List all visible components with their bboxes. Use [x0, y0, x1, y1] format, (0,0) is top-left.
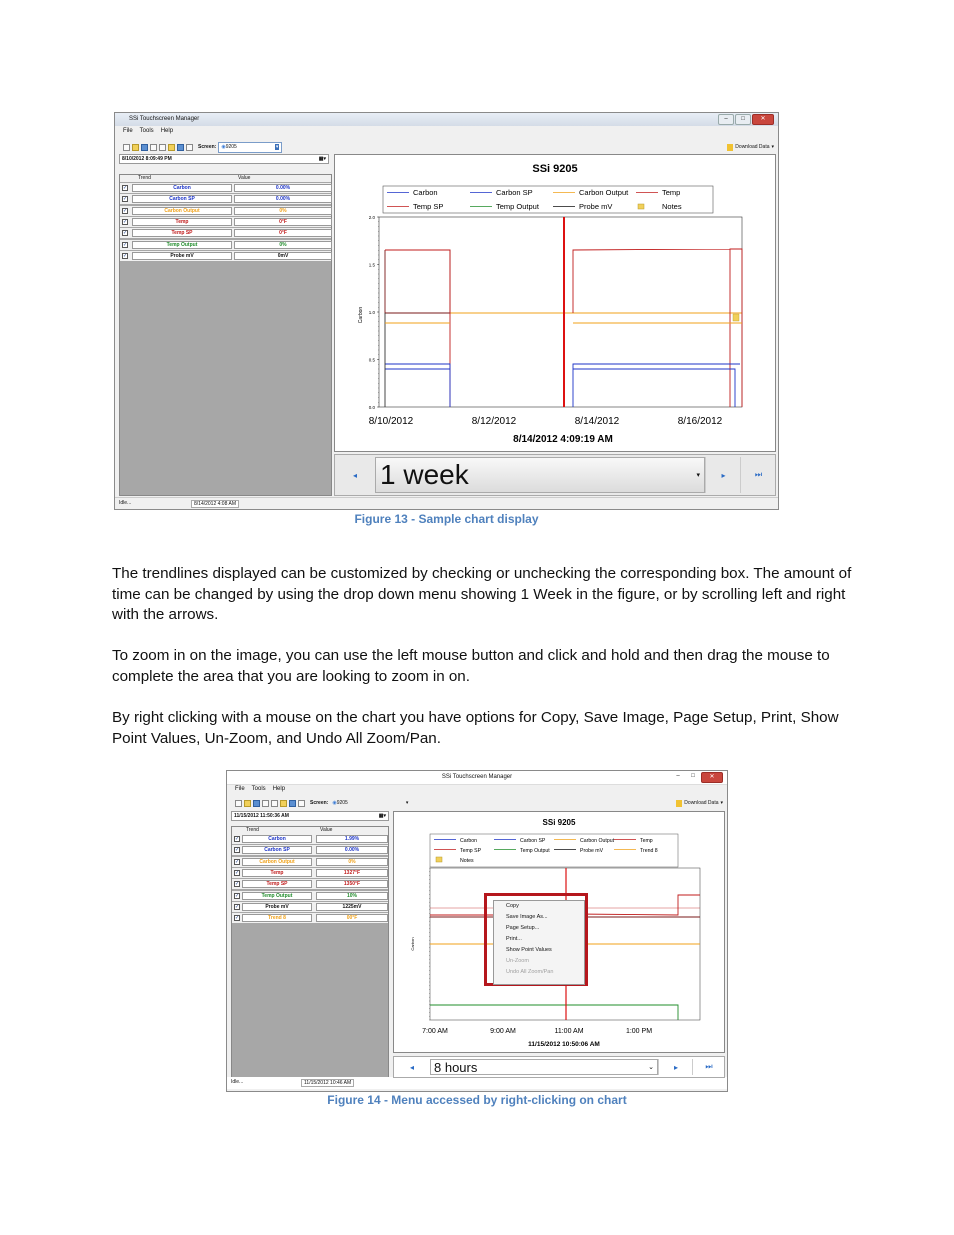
menu-help[interactable]: Help [272, 786, 286, 792]
trend-name: Carbon Output [132, 207, 232, 215]
paragraph-1 [112, 564, 852, 626]
y-tick-label: 1.0 [368, 310, 375, 315]
screen-label: Screen: [198, 144, 217, 150]
trend-checkbox[interactable]: ✓ [235, 836, 240, 842]
trend-checkbox[interactable]: ✓ [123, 241, 128, 248]
chevron-down-icon: ▾ [696, 472, 700, 479]
para2-text: To zoom in on the image, you can use the left mouse button and click and hold and then drag the mouse to complete the area that you are looking to zoom in on. [112, 647, 830, 685]
trend-value: 1225mV [316, 903, 388, 911]
trend-value: 1.99% [316, 835, 388, 843]
toolbar [123, 142, 282, 152]
context-menu-item-un-zoom: Un-Zoom [506, 958, 529, 964]
para1-text-b: in the figure, or by scrolling left and right with the arrows. [112, 585, 846, 623]
screen-label: Screen: [310, 800, 329, 806]
paragraph-3 [112, 708, 852, 749]
menu-help[interactable]: Help [160, 128, 174, 134]
y-tick-label: 1.5 [368, 262, 375, 268]
legend-label: Temp SP [460, 848, 482, 854]
menu-bar [123, 128, 173, 134]
context-menu-item-save-image-as[interactable]: Save Image As... [506, 914, 548, 920]
title-bar [115, 113, 778, 126]
chart-title: SSi 9205 [532, 163, 578, 175]
database-icon [676, 800, 682, 807]
figure-14-window [226, 770, 728, 1092]
trend-value: 10% [316, 892, 388, 900]
trend-row [120, 251, 331, 261]
edit-icon[interactable] [159, 144, 166, 151]
menu-file[interactable]: File [123, 128, 133, 134]
trend-name: Temp Output [242, 892, 312, 900]
legend-label: Carbon SP [520, 838, 546, 844]
trend-name: Probe mV [132, 252, 232, 260]
x-tick-label: 8/16/2012 [677, 416, 723, 427]
status-bar [227, 1077, 727, 1089]
trend-row [232, 868, 388, 878]
save-icon[interactable] [141, 144, 148, 151]
legend-label: Carbon Output [579, 188, 629, 197]
trend-row [232, 902, 388, 912]
y-tick-label: 0.0 [368, 405, 375, 410]
trend-value: 0.00% [316, 846, 388, 854]
trend-checkbox[interactable]: ✓ [123, 252, 128, 259]
trend-checkbox[interactable]: ✓ [235, 892, 240, 899]
trend-value: 0.00% [234, 184, 332, 192]
trend-panel [231, 826, 389, 1078]
chevron-down-icon: ▾ [771, 144, 774, 150]
legend-label: Notes [662, 202, 682, 211]
y-tick-label: 0.5 [368, 357, 375, 363]
trend-name: Carbon [242, 835, 312, 843]
window-title: SSi Touchscreen Manager [441, 774, 513, 780]
download-data-button[interactable] [676, 798, 723, 808]
trend-value: 0% [316, 858, 388, 866]
trend-name: Temp [242, 869, 312, 877]
folder-icon[interactable] [280, 800, 287, 807]
trend-value: 00°F [316, 914, 388, 922]
x-tick-label: 8/10/2012 [368, 416, 414, 427]
minimize-icon[interactable]: – [718, 114, 734, 125]
trend-checkbox[interactable]: ✓ [235, 869, 240, 876]
scroll-right-button[interactable]: ▸ [705, 457, 741, 493]
figure-13-window [114, 112, 779, 510]
time-range-value: 1 week [380, 459, 469, 490]
chevron-down-icon: ▾ [405, 800, 409, 806]
trend-name: Carbon SP [132, 195, 232, 203]
legend-label: Trend 8 [640, 848, 658, 854]
trend-row [232, 913, 388, 923]
trend-checkbox[interactable]: ✓ [123, 196, 128, 203]
legend-label: Notes [460, 858, 474, 864]
notes-icon [436, 857, 442, 862]
maximize-icon[interactable]: □ [691, 773, 695, 779]
y-tick-label: 2.0 [368, 215, 375, 220]
context-menu-item-copy[interactable]: Copy [506, 903, 519, 909]
menu-tools[interactable]: Tools [251, 786, 266, 792]
status-bar [115, 497, 778, 510]
trend-checkbox[interactable]: ✓ [235, 847, 240, 854]
legend-label: Temp [662, 188, 681, 197]
legend-label: Probe mV [579, 202, 613, 211]
folder-icon[interactable] [168, 144, 175, 151]
trend-checkbox[interactable]: ✓ [123, 218, 128, 225]
print-icon[interactable] [150, 144, 157, 151]
legend-label: Temp Output [520, 848, 550, 854]
screen-select[interactable] [330, 799, 410, 808]
trend-checkbox[interactable]: ✓ [235, 858, 240, 865]
open-icon[interactable] [244, 800, 251, 807]
paragraph-2 [112, 646, 852, 687]
legend-label: Carbon [413, 188, 438, 197]
trend-value: 0°F [234, 218, 332, 226]
download-data-button[interactable] [727, 142, 774, 152]
trend-row [232, 834, 388, 844]
trend-value: 0°F [234, 229, 332, 237]
calendar-icon: ▦▾ [378, 813, 386, 819]
trend-value: 1350°F [316, 880, 388, 888]
trend-name: Temp SP [242, 880, 312, 888]
para1-text-a: The trendlines displayed can be customized by checking or unchecking the corresponding box. The amount of time can be changed by using the drop down menu showing [112, 565, 852, 603]
notes-icon [638, 204, 644, 209]
trend-row [120, 240, 331, 250]
para3-text: By right clicking with a mouse on the chart you have options for Copy, Save Image, Page Setup, Print, Show Point Values, Un-Zoom, and Undo All Zoom/Pan. [112, 709, 839, 747]
date-value: 8/10/2012 8:09:49 PM [122, 156, 172, 162]
trend-name: Temp SP [132, 229, 232, 237]
trend-checkbox[interactable]: ✓ [235, 915, 240, 922]
date-field[interactable] [119, 154, 329, 164]
cursor-timestamp: 8/14/2012 4:09:19 AM [513, 434, 613, 445]
scroll-end-button[interactable]: ⏭ [740, 457, 776, 493]
report-icon[interactable] [186, 144, 193, 151]
y-axis-label: Carbon [410, 937, 415, 951]
trend-value: 1327°F [316, 869, 388, 877]
chevron-down-icon: ▾ [720, 800, 723, 806]
trend-row [232, 857, 388, 867]
window-title: SSi Touchscreen Manager [129, 116, 200, 122]
trend-row [120, 217, 331, 227]
col-trend: Trend [138, 175, 151, 181]
screen-select[interactable] [218, 142, 282, 153]
status-timestamp: 11/15/2012 10:46 AM [301, 1079, 354, 1087]
status-text: Idle... [231, 1079, 244, 1085]
time-range-bar [393, 1056, 725, 1078]
trend-panel [119, 174, 332, 496]
trend-row [232, 845, 388, 855]
print-icon[interactable] [262, 800, 269, 807]
scroll-left-button[interactable]: ◂ [352, 470, 357, 480]
legend-label: Carbon [460, 838, 478, 844]
context-menu-item-page-setup[interactable]: Page Setup... [506, 925, 540, 931]
context-menu-item-undo-all-zoom-pan: Undo All Zoom/Pan [506, 969, 554, 975]
edit-icon[interactable] [271, 800, 278, 807]
toolbar [235, 798, 410, 808]
globe-icon: ◉ [332, 800, 337, 806]
legend-label: Carbon SP [496, 188, 533, 197]
legend-label: Temp SP [413, 202, 444, 211]
new-icon[interactable] [123, 144, 130, 151]
x-tick-label: 1:00 PM [625, 1028, 653, 1035]
chevron-down-icon: ⌄ [648, 1064, 654, 1071]
x-tick-label: 7:00 AM [422, 1028, 448, 1035]
legend-label: Probe mV [580, 848, 604, 854]
download-label: Download Data [684, 800, 719, 806]
date-value: 11/15/2012 11:50:36 AM [234, 813, 289, 819]
trend-row [120, 194, 331, 204]
chart-svg[interactable] [335, 155, 775, 451]
trend-name: Probe mV [242, 903, 312, 911]
trend-value: 0mV [234, 252, 332, 260]
legend-label: Carbon Output [580, 838, 615, 844]
figure-14-caption: Figure 14 - Menu accessed by right-clicking on chart [327, 1093, 627, 1107]
screen-value: 9205 [225, 144, 237, 150]
para1-emphasis: 1 Week [520, 585, 572, 603]
download-label: Download Data [735, 144, 770, 150]
new-icon[interactable] [235, 800, 242, 807]
trend-value: 0% [234, 207, 332, 215]
cursor-timestamp: 11/15/2012 10:50:06 AM [528, 1041, 600, 1048]
status-timestamp: 8/14/2012 4:08 AM [191, 500, 239, 508]
trend-checkbox[interactable]: ✓ [123, 230, 128, 237]
time-range-value: 8 hours [434, 1059, 478, 1075]
col-value: Value [238, 175, 251, 181]
status-text: Idle... [119, 500, 132, 506]
trend-name: Carbon Output [242, 858, 312, 866]
trend-name: Temp Output [132, 241, 232, 249]
trend-name: Carbon SP [242, 846, 312, 854]
chevron-down-icon: ▾ [275, 144, 279, 150]
grid-icon[interactable] [289, 800, 296, 807]
x-tick-label: 8/14/2012 [574, 416, 620, 427]
globe-icon: ◉ [221, 144, 226, 150]
menu-file[interactable]: File [235, 786, 245, 792]
time-range-bar [334, 454, 776, 496]
trend-checkbox[interactable]: ✓ [235, 903, 240, 910]
note-marker [733, 314, 739, 321]
context-menu-item-print[interactable]: Print... [506, 936, 522, 942]
trend-value: 0.00% [234, 195, 332, 203]
close-icon[interactable]: ✕ [752, 114, 774, 125]
figure-13-caption: Figure 13 - Sample chart display [354, 512, 539, 526]
legend-label: Temp Output [496, 202, 539, 211]
database-icon [727, 144, 733, 151]
col-value: Value [320, 827, 333, 833]
trend-name: Carbon [132, 184, 232, 192]
report-icon[interactable] [298, 800, 305, 807]
trend-row [120, 228, 331, 238]
trend-name: Temp [132, 218, 232, 226]
trend-row [232, 879, 388, 889]
save-icon[interactable] [253, 800, 260, 807]
legend-label: Temp [640, 838, 653, 844]
chart-panel[interactable] [334, 154, 776, 452]
maximize-icon[interactable]: □ [735, 114, 751, 125]
col-trend: Trend [246, 827, 259, 833]
minimize-icon[interactable]: – [676, 773, 680, 779]
x-tick-label: 8/12/2012 [471, 416, 517, 427]
calendar-icon: ▦▾ [318, 156, 326, 162]
title-bar [227, 771, 727, 785]
date-field[interactable] [231, 811, 389, 821]
plot-area [379, 217, 742, 407]
trend-checkbox[interactable]: ✓ [123, 207, 128, 214]
context-menu [493, 900, 585, 985]
trend-row [232, 891, 388, 901]
chart-title: SSi 9205 [542, 818, 576, 827]
time-range-select[interactable] [430, 1059, 658, 1075]
trend-name: Trend 8 [242, 914, 312, 922]
open-icon[interactable] [132, 144, 139, 151]
trend-row [120, 183, 331, 193]
screen-value: 9205 [336, 800, 348, 806]
scroll-end-button[interactable]: ⏭ [692, 1059, 725, 1075]
scroll-right-button[interactable]: ▸ [658, 1059, 693, 1075]
y-axis-label: Carbon [358, 306, 364, 324]
trend-checkbox[interactable]: ✓ [235, 881, 240, 888]
scroll-left-button[interactable]: ◂ [409, 1062, 414, 1072]
trend-table-header [120, 175, 331, 182]
x-tick-label: 11:00 AM [554, 1028, 584, 1035]
x-tick-label: 9:00 AM [490, 1028, 516, 1035]
trend-checkbox[interactable]: ✓ [123, 185, 128, 191]
trend-value: 0% [234, 241, 332, 249]
trend-table-header [232, 827, 388, 834]
context-menu-item-show-point-values[interactable]: Show Point Values [506, 947, 552, 953]
context-menu-highlight [484, 893, 588, 986]
trend-row [120, 206, 331, 216]
menu-bar [235, 786, 285, 792]
menu-tools[interactable]: Tools [139, 128, 154, 134]
grid-icon[interactable] [177, 144, 184, 151]
close-icon[interactable]: ✕ [701, 772, 723, 783]
time-range-select[interactable] [375, 457, 705, 493]
